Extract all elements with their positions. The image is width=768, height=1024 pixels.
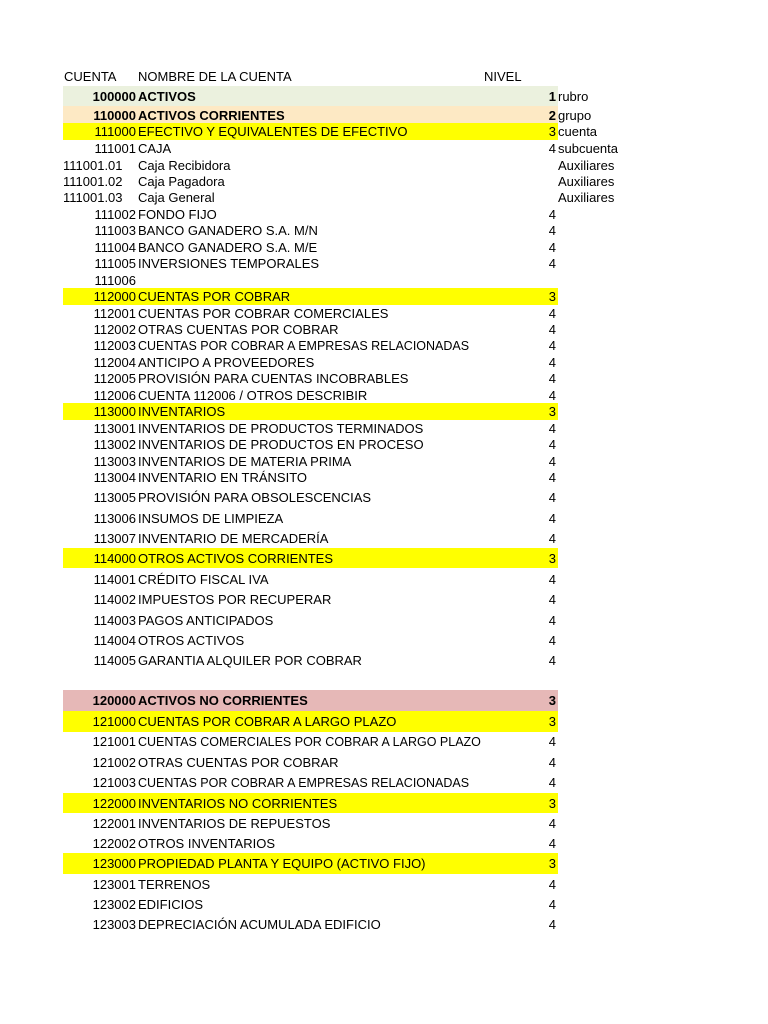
account-row	[0, 453, 768, 469]
account-row	[0, 140, 768, 156]
account-row	[0, 894, 768, 915]
account-code: 111002	[94, 206, 136, 222]
account-row	[0, 255, 768, 272]
account-code: 113002	[93, 437, 136, 452]
account-row	[0, 420, 768, 436]
account-code: 100000	[92, 88, 136, 104]
account-row	[0, 630, 768, 650]
account-level: 4	[548, 632, 556, 648]
account-level: 4	[548, 140, 556, 156]
account-level: 4	[548, 437, 556, 452]
account-name: CUENTAS POR COBRAR	[138, 289, 291, 304]
account-name: INVENTARIO EN TRÁNSITO	[138, 470, 308, 485]
account-name: FONDO FIJO	[138, 206, 217, 222]
account-row	[0, 354, 768, 370]
account-row	[0, 239, 768, 255]
account-level: 3	[548, 714, 556, 729]
account-name: INVENTARIOS NO CORRIENTES	[138, 795, 338, 811]
account-code: 121002	[92, 754, 136, 770]
account-code: 112000	[93, 289, 136, 304]
account-name: INVENTARIOS DE PRODUCTOS TERMINADOS	[138, 420, 424, 436]
account-level: 4	[548, 489, 556, 505]
account-level: 4	[548, 917, 556, 932]
account-row	[0, 772, 768, 793]
account-name: BANCO GANADERO S.A. M/E	[138, 239, 318, 255]
account-row	[0, 589, 768, 610]
account-name: IMPUESTOS POR RECUPERAR	[138, 592, 332, 607]
account-code: 114004	[93, 632, 136, 648]
account-level: 3	[548, 550, 556, 566]
level-label: rubro	[558, 88, 589, 104]
account-code: 111006	[94, 272, 136, 288]
account-level: 4	[548, 338, 556, 353]
account-name: ANTICIPO A PROVEEDORES	[138, 354, 315, 370]
account-level: 4	[548, 305, 556, 321]
account-name: INSUMOS DE LIMPIEZA	[138, 510, 284, 526]
account-level: 4	[548, 653, 556, 668]
account-level: 3	[548, 404, 556, 419]
account-level: 4	[548, 510, 556, 526]
account-level: 4	[548, 470, 556, 485]
account-name: CUENTAS COMERCIALES POR COBRAR A LARGO PLAZO	[138, 734, 481, 749]
account-name: OTROS ACTIVOS CORRIENTES	[138, 550, 334, 566]
account-level: 1	[548, 88, 556, 104]
account-level: 4	[548, 387, 556, 403]
account-level: 4	[548, 321, 556, 337]
account-code: 114003	[93, 612, 136, 628]
account-row	[0, 711, 768, 732]
account-code: 110000	[93, 107, 136, 123]
account-level: 4	[548, 530, 556, 546]
level-label: cuenta	[558, 124, 598, 139]
account-name: BANCO GANADERO S.A. M/N	[138, 223, 318, 238]
account-row	[0, 403, 768, 420]
account-code: 112006	[93, 387, 136, 403]
account-name: OTROS ACTIVOS	[138, 632, 245, 648]
account-name: OTRAS CUENTAS POR COBRAR	[138, 754, 339, 770]
account-code: 113007	[93, 530, 136, 546]
account-level: 4	[548, 354, 556, 370]
account-code: 113003	[93, 453, 136, 469]
account-row	[0, 508, 768, 528]
account-name: DEPRECIACIÓN ACUMULADA EDIFICIO	[138, 917, 381, 932]
account-row	[0, 793, 768, 813]
header-nivel: NIVEL	[484, 69, 522, 84]
account-row	[0, 189, 768, 205]
account-code: 123002	[92, 897, 136, 912]
account-row	[0, 548, 768, 568]
account-row	[0, 813, 768, 834]
account-code: 114005	[93, 653, 136, 668]
account-row	[0, 222, 768, 239]
account-name: CUENTA 112006 / OTROS DESCRIBIR	[138, 387, 368, 403]
account-code: 112004	[93, 354, 136, 370]
account-level: 3	[548, 124, 556, 139]
account-row	[0, 690, 768, 711]
account-level	[530, 189, 556, 205]
account-level: 4	[548, 453, 556, 469]
account-row	[0, 833, 768, 853]
account-name: Caja General	[138, 189, 215, 205]
account-level: 4	[548, 876, 556, 892]
account-name: PROPIEDAD PLANTA Y EQUIPO (ACTIVO FIJO)	[138, 856, 426, 871]
account-level: 4	[548, 754, 556, 770]
account-level: 3	[548, 856, 556, 871]
account-code: 113004	[93, 470, 136, 485]
account-name: INVENTARIOS DE MATERIA PRIMA	[138, 453, 352, 469]
account-name: CUENTAS POR COBRAR A EMPRESAS RELACIONADAS	[138, 775, 470, 790]
account-row	[0, 321, 768, 337]
account-level	[530, 272, 556, 288]
account-name: ACTIVOS	[138, 88, 196, 104]
account-row	[0, 86, 768, 106]
account-code: 122001	[92, 816, 136, 831]
account-code: 113001	[93, 420, 136, 436]
account-row	[0, 874, 768, 894]
account-name: TERRENOS	[138, 876, 211, 892]
account-row	[0, 157, 768, 173]
account-name: INVENTARIO DE MERCADERÍA	[138, 530, 329, 546]
account-name: ACTIVOS NO CORRIENTES	[138, 693, 308, 708]
account-row	[0, 469, 768, 486]
account-row	[0, 387, 768, 403]
account-name: OTRAS CUENTAS POR COBRAR	[138, 321, 339, 337]
level-label: Auxiliares	[558, 173, 615, 189]
account-code: 121003	[92, 775, 136, 790]
account-name: INVERSIONES TEMPORALES	[138, 256, 320, 271]
account-code: 111004	[94, 239, 136, 255]
account-code: 123000	[92, 856, 136, 871]
account-name: INVENTARIOS DE REPUESTOS	[138, 816, 331, 831]
account-level: 4	[548, 223, 556, 238]
account-name: CUENTAS POR COBRAR A LARGO PLAZO	[138, 714, 397, 729]
account-code: 112003	[93, 338, 136, 353]
account-level: 4	[548, 816, 556, 831]
account-level: 4	[548, 592, 556, 607]
account-code: 112001	[93, 305, 136, 321]
account-code: 114001	[93, 571, 136, 587]
account-row	[0, 337, 768, 354]
account-level: 4	[548, 571, 556, 587]
account-level: 4	[548, 734, 556, 749]
account-name: INVENTARIOS	[138, 404, 226, 419]
account-row	[0, 288, 768, 305]
account-name: Caja Pagadora	[138, 173, 225, 189]
account-level: 4	[548, 835, 556, 851]
account-row	[0, 123, 768, 140]
account-row	[0, 436, 768, 453]
account-code: 111001.02	[63, 173, 123, 189]
account-code: 120000	[92, 693, 136, 708]
account-name: PROVISIÓN PARA OBSOLESCENCIAS	[138, 489, 372, 505]
account-level	[530, 173, 556, 189]
account-code: 114002	[93, 592, 136, 607]
header-nombre: NOMBRE DE LA CUENTA	[138, 69, 292, 84]
account-level: 3	[548, 289, 556, 304]
account-row	[0, 206, 768, 222]
account-code: 122000	[92, 795, 136, 811]
account-name: EFECTIVO Y EQUIVALENTES DE EFECTIVO	[138, 124, 408, 139]
account-code: 111001.01	[63, 157, 123, 173]
account-level: 4	[548, 897, 556, 912]
account-code: 111001	[94, 140, 136, 156]
account-level	[530, 157, 556, 173]
account-name: CUENTAS POR COBRAR COMERCIALES	[138, 305, 389, 321]
account-code: 111005	[94, 256, 136, 271]
account-code: 121001	[92, 734, 136, 749]
account-row	[0, 610, 768, 630]
account-level: 3	[548, 795, 556, 811]
account-code: 113006	[93, 510, 136, 526]
account-row	[0, 731, 768, 752]
account-row	[0, 173, 768, 189]
account-code: 112002	[93, 321, 136, 337]
account-name: INVENTARIOS DE PRODUCTOS EN PROCESO	[138, 437, 424, 452]
account-code: 122002	[92, 835, 136, 851]
account-row	[0, 569, 768, 589]
account-code: 121000	[92, 714, 136, 729]
account-code: 113000	[93, 404, 136, 419]
account-name: ACTIVOS CORRIENTES	[138, 107, 285, 123]
account-level: 4	[548, 420, 556, 436]
account-row	[0, 106, 768, 124]
account-code: 113005	[93, 489, 136, 505]
account-code: 123003	[92, 917, 136, 932]
account-row	[0, 272, 768, 288]
account-name: GARANTIA ALQUILER POR COBRAR	[138, 653, 362, 668]
account-name: OTROS INVENTARIOS	[138, 835, 275, 851]
account-code: 111000	[94, 124, 136, 139]
level-label: subcuenta	[558, 140, 618, 156]
account-row	[0, 853, 768, 874]
header-cuenta: CUENTA	[64, 69, 117, 84]
account-name: PROVISIÓN PARA CUENTAS INCOBRABLES	[138, 371, 409, 386]
account-level: 3	[548, 693, 556, 708]
account-level: 4	[548, 371, 556, 386]
account-name	[138, 272, 488, 288]
account-row	[0, 528, 768, 548]
account-level: 4	[548, 256, 556, 271]
account-level: 4	[548, 612, 556, 628]
account-row	[0, 752, 768, 772]
account-row	[0, 305, 768, 321]
account-row	[0, 650, 768, 671]
account-name: PAGOS ANTICIPADOS	[138, 612, 274, 628]
account-name: Caja Recibidora	[138, 157, 231, 173]
account-code: 114000	[93, 550, 136, 566]
account-level: 2	[548, 107, 556, 123]
account-code: 112005	[93, 371, 136, 386]
account-name: CRÉDITO FISCAL IVA	[138, 571, 269, 587]
account-row	[0, 914, 768, 935]
level-label: Auxiliares	[558, 157, 615, 173]
account-code: 123001	[92, 876, 136, 892]
account-row	[0, 486, 768, 508]
account-name: CUENTAS POR COBRAR A EMPRESAS RELACIONADAS	[138, 338, 470, 353]
level-label: grupo	[558, 107, 592, 123]
level-label: Auxiliares	[558, 189, 615, 205]
account-level: 4	[548, 206, 556, 222]
account-name: EDIFICIOS	[138, 897, 204, 912]
account-name: CAJA	[138, 140, 172, 156]
account-level: 4	[548, 775, 556, 790]
account-code: 111001.03	[63, 189, 123, 205]
account-code: 111003	[94, 223, 136, 238]
account-level: 4	[548, 239, 556, 255]
account-row	[0, 370, 768, 387]
